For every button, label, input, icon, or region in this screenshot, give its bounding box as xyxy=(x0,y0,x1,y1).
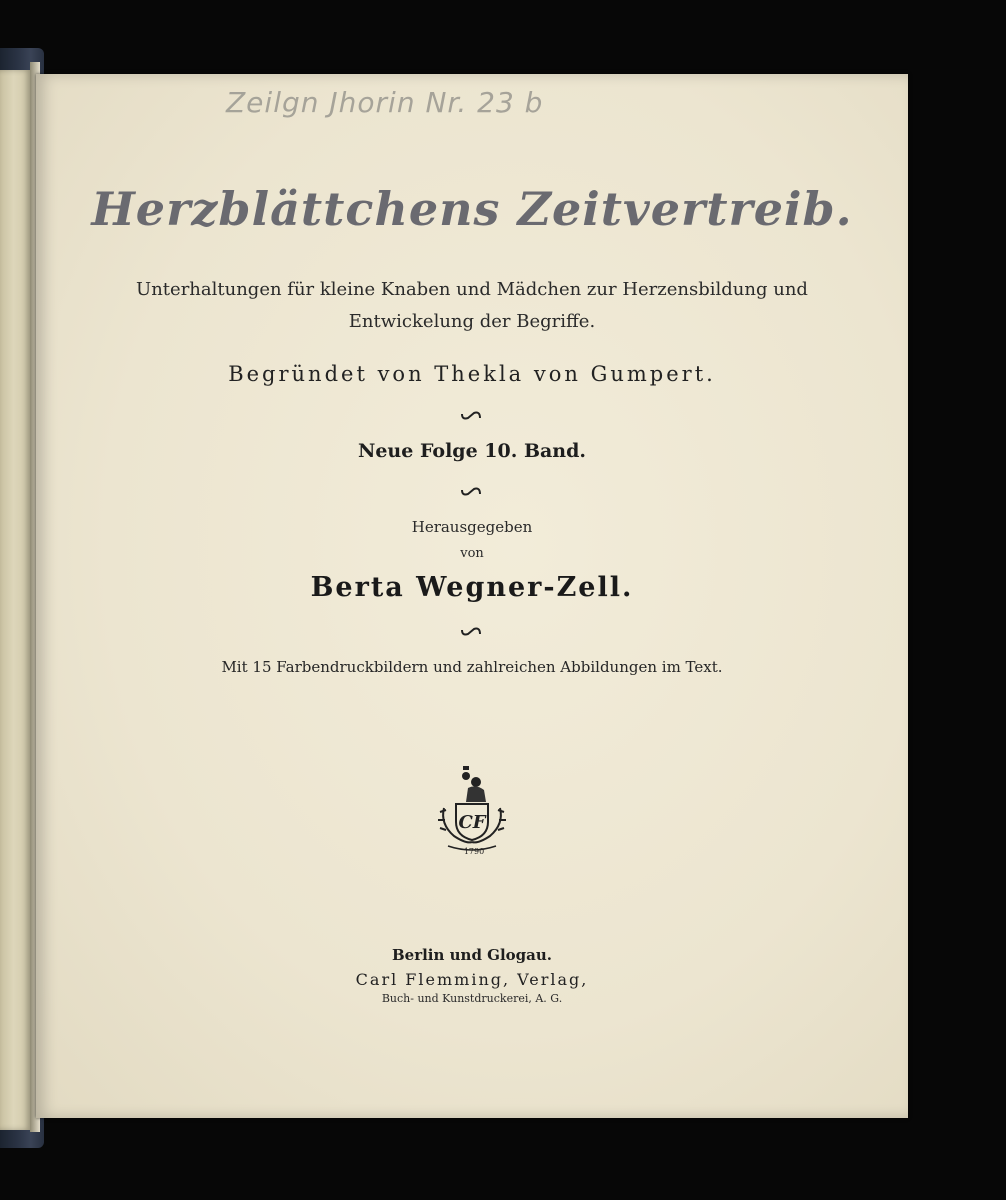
ornament-divider-icon xyxy=(460,486,482,498)
book-title: Herzblättchens Zeitvertreib. xyxy=(91,182,853,236)
emblem-year: 1790 xyxy=(463,847,485,856)
emblem-monogram: CF xyxy=(458,812,486,833)
printer-name: Buch- und Kunstdruckerei, A. G. xyxy=(381,992,563,1005)
subtitle-line-1: Unterhaltungen für kleine Knaben und Mädchen zur Herzensbildung und xyxy=(136,279,808,300)
editor-label: Herausgegeben xyxy=(411,518,533,536)
book-subtitle xyxy=(36,274,908,338)
editor-name: Berta Wegner-Zell. xyxy=(310,572,634,603)
pencil-handwritten-note: Zeilgn Jhorin Nr. 23 b xyxy=(226,86,544,119)
illustrations-note: Mit 15 Farbendruckbildern und zahlreichen Abbildungen im Text. xyxy=(221,658,723,676)
publication-place: Berlin und Glogau. xyxy=(391,946,553,964)
series-volume: Neue Folge 10. Band. xyxy=(357,440,587,462)
title-page xyxy=(36,74,908,1118)
book-cover-edge xyxy=(0,70,30,1130)
subtitle-line-2: Entwickelung der Begriffe. xyxy=(348,311,596,332)
ornament-divider-icon xyxy=(460,410,482,422)
editor-von: von xyxy=(460,546,484,561)
publisher-name: Carl Flemming, Verlag, xyxy=(355,970,589,989)
founded-by-line: Begründet von Thekla von Gumpert. xyxy=(228,362,716,386)
ornament-divider-icon xyxy=(460,626,482,638)
publisher-emblem-icon xyxy=(430,762,514,858)
